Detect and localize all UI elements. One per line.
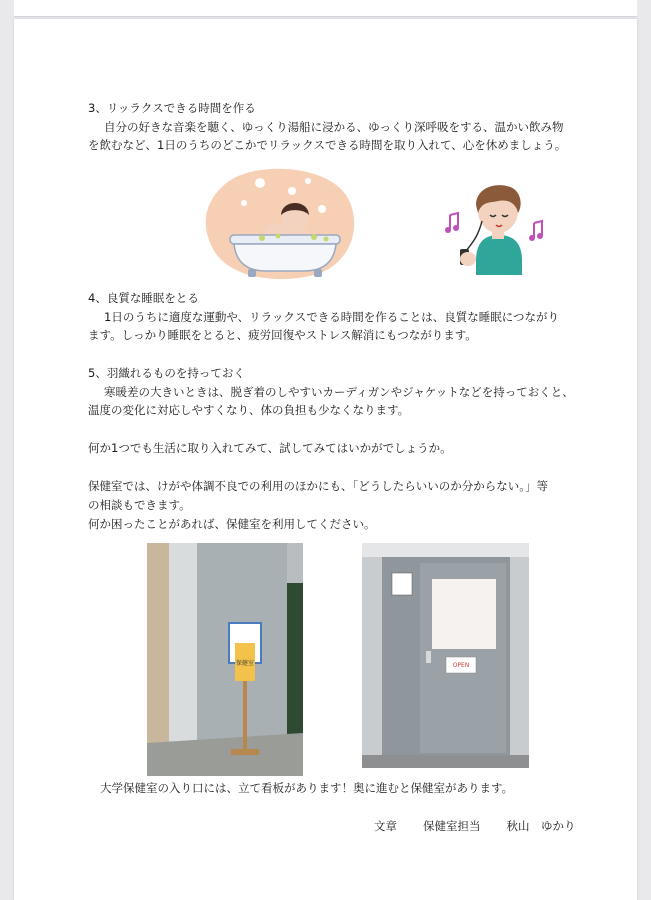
signature-name: 秋山 ゆかり: [506, 819, 576, 833]
section5-body-line2: 温度の変化に対応しやすくなり、体の負担も少なくなります。: [88, 403, 410, 417]
hallway-sign-photo: [147, 543, 303, 776]
previous-page-edge: [14, 0, 637, 17]
signature-role: 保健室担当: [423, 819, 481, 833]
section3-heading: 3、リッラクスできる時間を作る: [88, 101, 256, 115]
document-page: [14, 19, 637, 900]
section4-heading: 4、良質な睡眠をとる: [88, 291, 199, 305]
section3-body-line1: 自分の好きな音楽を聴く、ゆっくり湯船に浸かる、ゆっくり深呼吸をする、温かい飲み物: [104, 120, 564, 134]
section4-body-line1: 1日のうちに適度な運動や、リラックスできる時間を作ることは、良質な睡眠につながり: [104, 310, 560, 324]
bath-illustration: [204, 165, 359, 283]
signature-label: 文章: [374, 819, 397, 833]
section5-heading: 5、羽織れるものを持っておく: [88, 366, 245, 380]
author-signature: [374, 817, 576, 835]
section4-body-line2: ます。しっかり睡眠をとると、疲労回復やストレス解消にもつながります。: [88, 328, 477, 342]
section5-body-line1: 寒暖差の大きいときは、脱ぎ着のしやすいカーディガンやジャケットなどを持っておくと、: [104, 385, 574, 399]
closing-line1: 何か1つでも生活に取り入れてみて、試してみてはいかがでしょうか。: [88, 441, 452, 455]
bath-icon: [204, 165, 359, 283]
music-listener-illustration: [438, 175, 548, 279]
photo-caption: 大学保健室の入り口には、立て看板があります！奥に進むと保健室があります。: [100, 781, 514, 795]
stand-sign-text: 保健室: [235, 660, 255, 667]
section3-body-line2: を飲むなど、1日のうちのどこかでリラックスできる時間を取り入れて、心を休めましょう。: [88, 138, 567, 152]
closing-line3: の相談もできます。: [88, 498, 191, 512]
closing-line2: 保健室では、けがや体調不良での利用のほかにも、「どうしたらいいのか分からない。」等: [88, 479, 548, 493]
door-open-sign: OPEN: [452, 662, 470, 669]
health-room-door-photo: [362, 543, 529, 768]
headphones-person-icon: [438, 175, 548, 279]
closing-line4: 何か困ったことがあれば、保健室を利用してください。: [88, 517, 376, 531]
